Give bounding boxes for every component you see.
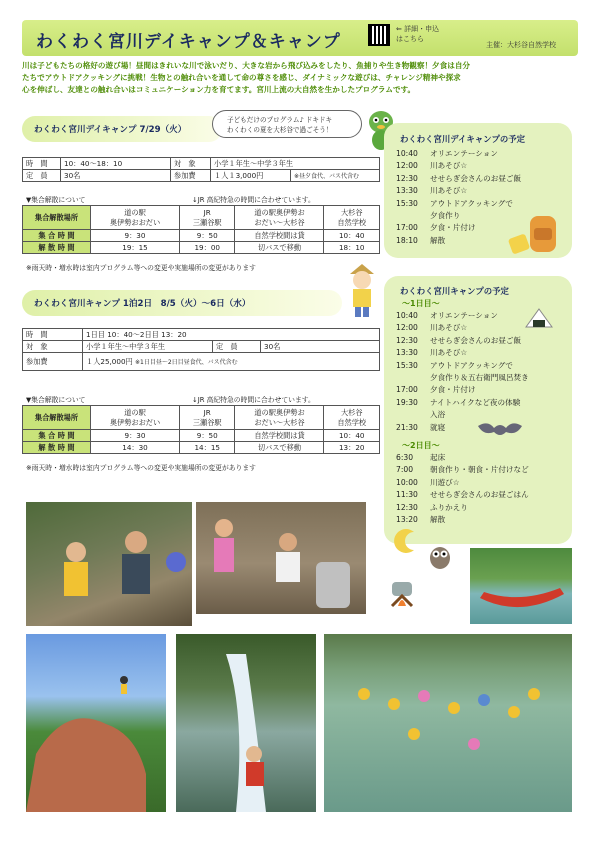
list-item: 夕食作り xyxy=(430,211,461,221)
day-info-table: 時 間 10：40～18：10 対 象 小学１年生～中学３年生 定 員 30名 参加費 １人１3,000円 ※昼夕食代、バス代含む xyxy=(22,157,380,182)
camp-title: わくわく宮川キャンプ 1泊2日 8/5（火）～6日（水） xyxy=(34,299,251,309)
qr-code-icon[interactable] xyxy=(368,24,390,46)
campfire-pot-icon xyxy=(384,576,420,610)
camp-footnote: ※雨天時・増水時は室内プログラム等への変更や実施場所の変更があります xyxy=(26,464,256,472)
day1-label: ～1日目～ xyxy=(402,299,440,308)
list-item: 10:00 川遊び☆ xyxy=(396,477,460,487)
list-item: 12:30 ふりかえり xyxy=(396,502,468,512)
day2-label: ～2日目～ xyxy=(402,441,440,450)
speech-bubble: 子どもだけのプログラム♪ ドキドキ わくわくの夏を大杉谷で過ごそう！ xyxy=(212,110,362,138)
moon-icon xyxy=(384,528,424,554)
list-item: 夕食作り＆五右衛門風呂焚き xyxy=(430,373,529,383)
list-item: 12:30 せせらぎ会さんのお昼ご飯 xyxy=(396,173,522,183)
list-item: 12:30 せせらぎ会さんのお昼ご飯 xyxy=(396,335,522,345)
list-item: 入浴 xyxy=(430,410,446,420)
list-item: 21:30 就寝 xyxy=(396,422,446,432)
day-camp-title: わくわく宮川デイキャンプ 7/29（火） xyxy=(34,125,187,135)
list-item: 7:00 朝食作り・朝食・片付けなど xyxy=(396,465,529,475)
list-item: 10:40 オリエンテーション xyxy=(396,311,498,320)
list-item: 6:30 起床 xyxy=(396,453,446,462)
day-meet-note: ↓JR 高紀特急の時間に合わせています。 xyxy=(192,196,315,204)
photo-rock-jump xyxy=(26,634,166,812)
backpack-icon xyxy=(506,210,562,256)
camp-info-table: 時 間 1日目 10：40～2日目 13：20 対 象 小学１年生～中学３年生 定 員 30名 参加費 １人25,000円 ※1日目昼～2日目昼食代、バス代含む xyxy=(22,328,380,371)
list-item: 18:10 解散 xyxy=(396,235,446,245)
day-footnote: ※雨天時・増水時は室内プログラム等への変更や実施場所の変更があります xyxy=(26,264,256,272)
page-title: わくわく宮川デイキャンプ＆キャンプ xyxy=(36,32,341,52)
day-meet-table: 集合解散場所 道の駅 奥伊勢おおだい JR 三瀬谷駅 道の駅奥伊勢お おだい～大杉谷 大杉谷 自然学校 集 合 時 間 9：30 9：50 自然学校間は貸 10：40 解 散 時 間 19：15 19：00 切バスで移動 18：10 xyxy=(22,205,380,254)
intro-text: 川は子どもたちの格好の遊び場！昼間はきれいな川で泳いだり、大きな岩から飛び込みをしたり、魚捕りや生き物観察！夕食は自分 たちでアウトドアクッキングに挑戦！生物との触れ合いを通して命の尊さを感じ、ダイナミックな遊びは、チャレンジ精神や探求 心を伸ばし、友達との触れ合いはコミュニケーション力を育てます。宮川上流の大自然を生かしたプログラムです。 xyxy=(22,61,471,94)
list-item: 10:40 オリエンテーション xyxy=(396,149,498,158)
camp-meet-table: 集合解散場所 道の駅 奥伊勢おおだい JR 三瀬谷駅 道の駅奥伊勢お おだい～大杉谷 大杉谷 自然学校 集 合 時 間 9：30 9：50 自然学校間は貸 10：40 解 散 時 間 14：30 14：15 切バスで移動 13：20 xyxy=(22,405,380,454)
list-item: 13:20 解散 xyxy=(396,515,446,525)
camp-schedule-day2 xyxy=(396,452,529,526)
day-meet-heading: ▼集合解散について xyxy=(26,196,86,204)
list-item: 17:00 夕食・片付け xyxy=(396,385,476,395)
list-item: 11:30 せせらぎ会さんのお昼ごはん xyxy=(396,490,529,500)
photo-waterfall-slide xyxy=(176,634,316,812)
qr-caption: ⇐ 詳細・申込 はこちら xyxy=(396,25,440,43)
day-schedule-title: わくわく宮川デイキャンプの予定 xyxy=(400,134,526,144)
list-item: 12:00 川あそび☆ xyxy=(396,323,468,333)
bat-icon xyxy=(476,418,524,440)
day-schedule-list xyxy=(396,148,521,247)
photo-outdoor-cooking xyxy=(196,502,366,614)
scout-boy-icon xyxy=(344,262,380,318)
list-item: 15:30 アウトドアクッキングで xyxy=(396,360,513,370)
camp-meet-heading: ▼集合解散について xyxy=(26,396,86,404)
photo-canoe xyxy=(470,548,572,624)
camp-schedule-day1 xyxy=(396,310,529,434)
list-item: 19:30 ナイトハイクなど夜の体験 xyxy=(396,397,521,407)
camp-schedule-title: わくわく宮川キャンプの予定 xyxy=(400,286,509,296)
rice-ball-icon xyxy=(524,308,554,328)
camp-meet-note: ↓JR 高紀特急の時間に合わせています。 xyxy=(192,396,315,404)
owl-icon xyxy=(428,542,452,570)
host-label: 主催：大杉谷自然学校 xyxy=(486,41,556,49)
list-item: 17:00 夕食・片付け xyxy=(396,223,476,233)
list-item: 13:30 川あそび☆ xyxy=(396,348,468,358)
list-item: 12:00 川あそび☆ xyxy=(396,161,468,171)
photo-kids-river-rocks xyxy=(26,502,192,626)
list-item: 13:30 川あそび☆ xyxy=(396,186,468,196)
list-item: 15:30 アウトドアクッキングで xyxy=(396,198,513,208)
photo-group-swimming xyxy=(324,634,572,812)
